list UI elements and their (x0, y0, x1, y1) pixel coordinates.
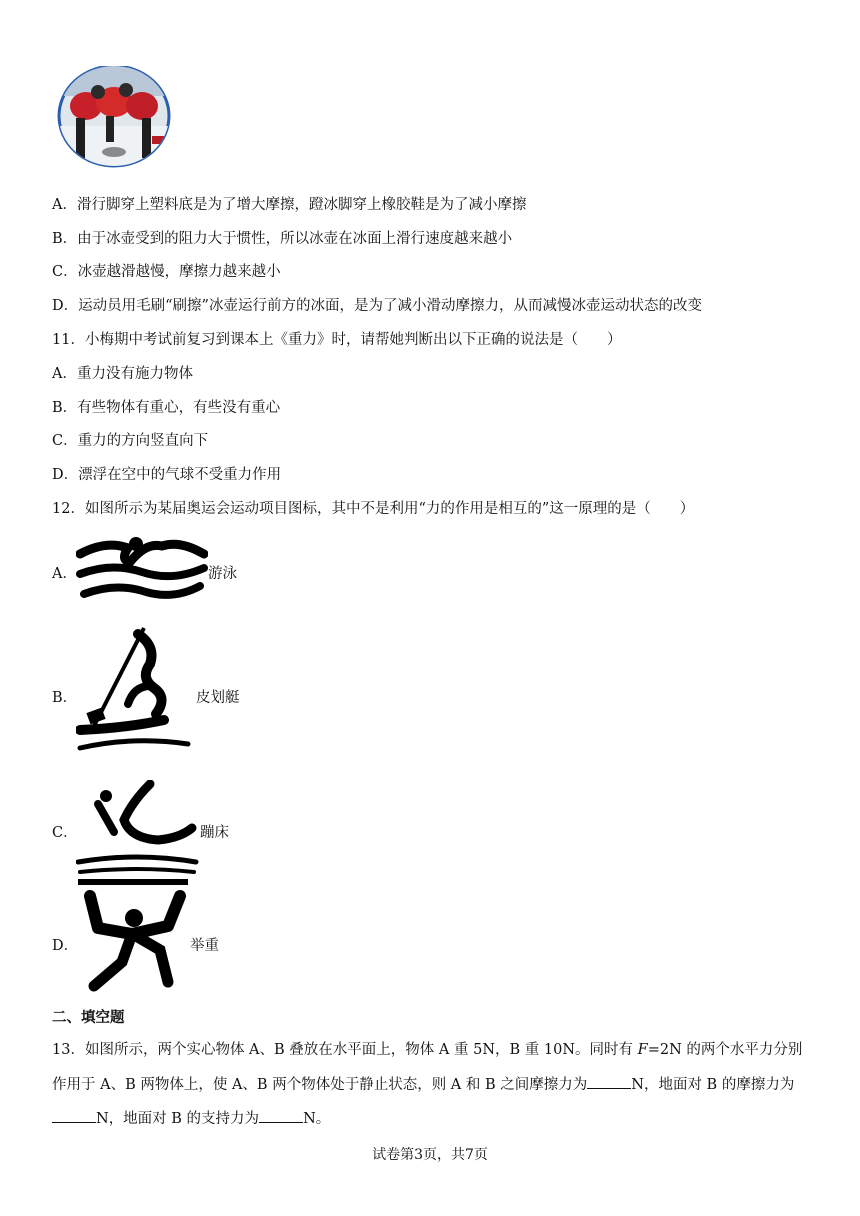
q12-option-d-letter: D． (52, 938, 79, 954)
q10-option-c: C．冰壶越滑越慢，摩擦力越来越小 (52, 264, 281, 280)
q10-option-a: A．滑行脚穿上塑料底是为了增大摩擦，蹬冰脚穿上橡胶鞋是为了减小摩擦 (52, 197, 527, 213)
q12-option-b-letter: B． (52, 690, 78, 706)
q13-line-1-text-b: =2N 的两个水平力分别 (647, 1042, 803, 1058)
q10-option-b: B．由于冰壶受到的阻力大于惯性，所以冰壶在冰面上滑行速度越来越小 (52, 231, 513, 247)
q12-option-d-label: 举重 (190, 938, 219, 954)
curling-photo (56, 66, 184, 170)
q12-option-a-letter: A． (52, 566, 77, 582)
q12-stem: 12．如图所示为某届奥运会运动项目图标，其中不是利用“力的作用是相互的”这一原理的是（ ） (52, 501, 695, 517)
q13-line-3-text-a: N，地面对 B 的支持力为 (96, 1111, 260, 1127)
q13-line-3-text-b: N。 (303, 1111, 331, 1127)
q11-stem: 11．小梅期中考试前复习到课本上《重力》时，请帮她判断出以下正确的说法是（ ） (52, 332, 622, 348)
trampoline-icon (76, 780, 200, 876)
q11-option-c: C．重力的方向竖直向下 (52, 433, 209, 449)
q13-line-1 (52, 1040, 802, 1060)
weightlifting-icon (76, 876, 192, 992)
q13-blank-3[interactable] (259, 1108, 303, 1123)
q13-blank-2[interactable] (52, 1108, 96, 1123)
q13-line-2-text-b: N，地面对 B 的摩擦力为 (631, 1077, 795, 1093)
swimming-icon (76, 536, 208, 608)
q13-line-2 (52, 1074, 794, 1095)
q12-option-c-letter: C． (52, 825, 78, 841)
q12-option-a-label: 游泳 (208, 566, 237, 582)
q10-option-d: D．运动员用毛刷“刷擦”冰壶运行前方的冰面，是为了减小滑动摩擦力，从而减慢冰壶运动状态的改变 (52, 298, 702, 314)
q13-blank-1[interactable] (587, 1074, 631, 1089)
q13-line-1-text-a: 13．如图所示，两个实心物体 A、B 叠放在水平面上，物体 A 重 5N，B 重 10N。同时有 (52, 1042, 638, 1058)
canoe-icon (76, 624, 194, 756)
q13-line-3 (52, 1108, 330, 1129)
q12-option-b-label: 皮划艇 (196, 690, 240, 706)
page-footer: 试卷第3页，共7页 (372, 1147, 488, 1163)
q12-option-c-label: 蹦床 (200, 825, 229, 841)
q13-line-2-text-a: 作用于 A、B 两物体上，使 A、B 两个物体处于静止状态，则 A 和 B 之间摩擦力为 (52, 1077, 588, 1093)
q11-option-a: A．重力没有施力物体 (52, 366, 193, 382)
q11-option-b: B．有些物体有重心，有些没有重心 (52, 400, 281, 416)
q11-option-d: D．漂浮在空中的气球不受重力作用 (52, 467, 282, 483)
q13-force-symbol: F (637, 1042, 648, 1058)
section-heading: 二、填空题 (52, 1009, 125, 1026)
